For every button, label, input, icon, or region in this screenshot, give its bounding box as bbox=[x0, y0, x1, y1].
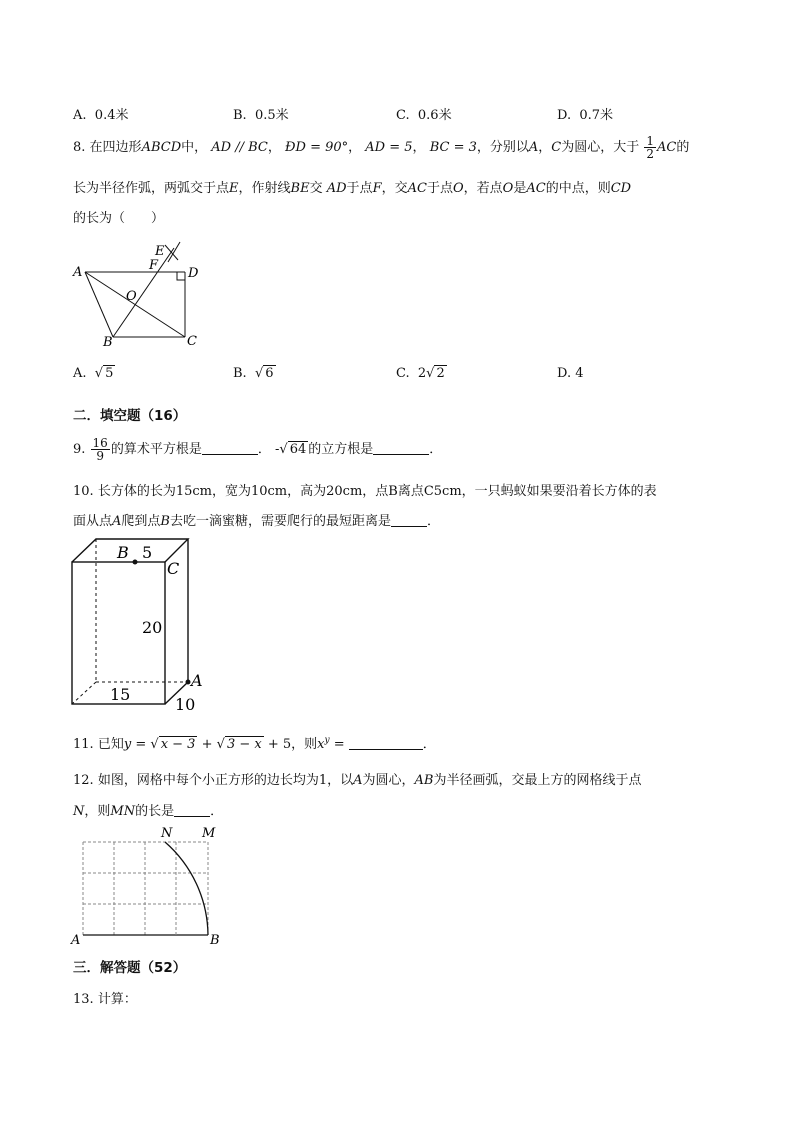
right-angle-mark bbox=[177, 272, 185, 280]
q7-option-b: B. 0.5米 bbox=[233, 108, 289, 123]
label-a: A bbox=[71, 933, 81, 946]
q7-option-d: D. 0.7米 bbox=[557, 108, 614, 123]
q12-line-2: N，则MN的长是 ． bbox=[73, 804, 224, 819]
label-n: N bbox=[161, 826, 173, 841]
label-c: C bbox=[187, 334, 197, 349]
q13-line: 13. 计算： bbox=[73, 992, 137, 1007]
label-b: B bbox=[117, 543, 129, 562]
q12-blank[interactable] bbox=[174, 804, 210, 817]
point-b bbox=[133, 560, 138, 565]
arc-bn bbox=[165, 842, 208, 935]
label-c: C bbox=[167, 559, 180, 578]
q8-quadrilateral-figure bbox=[70, 240, 210, 350]
q8-option-c: C. 2√ 2 bbox=[396, 366, 445, 381]
q8-line-1: 8. 在四边形ABCD中， AD // BC， ÐD = 90°， AD = 5， BC = 3，分别以A，C为圆心，大于 $\frac{1}{2}$ AC的 bbox=[73, 134, 690, 161]
label-f: F bbox=[149, 258, 159, 273]
arc-mark-2 bbox=[168, 242, 180, 262]
label-b: B bbox=[210, 933, 220, 946]
q9-blank-2[interactable] bbox=[373, 442, 429, 455]
q8-line-2: 长为半径作弧，两弧交于点E，作射线BE交 AD于点F，交AC于点O，若点O是AC的中点，则CD bbox=[73, 181, 632, 196]
label-twenty: 20 bbox=[142, 618, 163, 637]
fraction-one-half: $\frac{1}{2}$ bbox=[646, 134, 655, 161]
label-ten: 10 bbox=[175, 695, 196, 714]
label-a: A bbox=[191, 671, 203, 690]
q8-option-a: A. √ 5 bbox=[73, 366, 114, 381]
label-b: B bbox=[103, 335, 113, 350]
label-e: E bbox=[155, 244, 165, 259]
segment-ba bbox=[85, 272, 113, 337]
q7-option-a: A. 0.4米 bbox=[73, 108, 129, 123]
q8-option-d: D. 4 bbox=[557, 366, 584, 381]
label-d: D bbox=[188, 266, 199, 281]
point-a bbox=[186, 680, 191, 685]
q8-option-b: B. √ 6 bbox=[233, 366, 274, 381]
section-3-title: 三．解答题（52） bbox=[73, 960, 187, 976]
fraction-16-9: $\frac{16}{9}$ bbox=[92, 436, 108, 463]
q10-cuboid-figure bbox=[62, 534, 212, 714]
hidden-edge-diagonal bbox=[72, 682, 96, 704]
q11-blank[interactable] bbox=[349, 737, 423, 750]
grid-lines bbox=[83, 842, 208, 935]
label-fifteen: 15 bbox=[110, 685, 131, 704]
q8-line-3: 的长为（ ） bbox=[73, 211, 165, 226]
label-a: A bbox=[73, 265, 83, 280]
q9-line: 9. $\frac{16}{9}$ 的算术平方根是 ． -√ 64 的立方根是 ． bbox=[73, 436, 443, 463]
q10-blank[interactable] bbox=[391, 514, 427, 527]
label-five: 5 bbox=[142, 543, 153, 562]
section-2-title: 二．填空题（16） bbox=[73, 408, 187, 424]
q12-grid-figure bbox=[68, 822, 228, 946]
q7-option-c: C. 0.6米 bbox=[396, 108, 452, 123]
label-m: M bbox=[202, 826, 216, 841]
q10-line-1: 10. 长方体的长为15cm，宽为10cm，高为20cm，点B离点C5cm，一只蚂蚁如果要沿着长方体的表 bbox=[73, 484, 657, 499]
label-o: O bbox=[126, 289, 137, 304]
q10-line-2: 面从点A爬到点B去吃一滴蜜糖，需要爬行的最短距离是 ． bbox=[73, 514, 441, 529]
q11-line: 11. 已知y = √ x − 3 + √ 3 − x + 5，则$x^y$ = ． bbox=[73, 735, 436, 752]
q12-line-1: 12. 如图，网格中每个小正方形的边长均为1，以A为圆心，AB为半径画弧，交最上方的网格线于点 bbox=[73, 773, 642, 788]
q9-blank-1[interactable] bbox=[202, 442, 258, 455]
